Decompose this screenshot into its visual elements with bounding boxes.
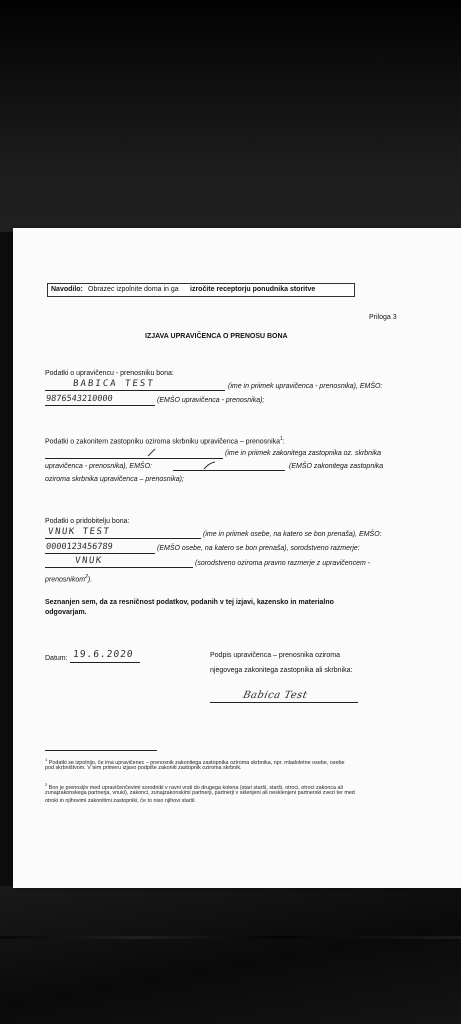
representative-heading-text: Podatki o zakonitem zastopniku oziroma skrbniku upravičenca – prenosnika [45,438,281,446]
representative-name-line [45,458,223,459]
recipient-emso-handwritten: 0000123456789 [45,542,114,552]
footnote-separator [45,750,157,751]
footnote-2-line1-text: Bon je prenosljiv med upravičenčevimi sorodniki v ravni vrsti do drugega kolena (stari starši, starši, otroci, otroci zakonca ali [48,784,343,791]
signature-line [210,702,358,703]
footnote-1-marker: 1 [45,757,48,762]
representative-name-dash-mark [147,448,157,457]
representative-line3: oziroma skrbnika upravičenca – prenosnika); [45,476,184,483]
representative-line2-b: (EMŠO zakonitega zastopnika [289,463,384,470]
footnote-2-line3: otroki in njihovimi zakonitimi zastopniki, če to niso njihovi starši. [45,798,196,804]
beneficiary-name-line [45,390,225,391]
beneficiary-emso-caption: (EMŠO upravičenca - prenosnika); [157,397,265,404]
beneficiary-emso-line [45,405,155,406]
document-title: IZJAVA UPRAVIČENCA O PRENOSU BONA [145,333,288,340]
recipient-relation-handwritten: VNUK [74,556,104,566]
footnote-1-line1-text: Podatki se izpolnijo, če ima upravičenec – prenosnik zakonitega zastopnika oziroma skrbnika, npr. mladoletne osebe, osebe [48,759,345,766]
beneficiary-name-caption: (ime in priimek upravičenca - prenosnika), EMŠO: [228,383,383,390]
recipient-relation-caption2 [45,573,92,584]
recipient-heading: Podatki o pridobitelju bona: [45,518,130,525]
recipient-relation-caption: (sorodstveno oziroma pravno razmerje z upravičencem - [195,560,371,567]
signature-caption-line2: njegovega zakonitega zastopnika ali skrbnika: [210,667,353,674]
statement-line2: odgovarjam. [45,609,87,616]
recipient-relation-end: ). [87,576,93,584]
recipient-name-line [45,538,201,539]
representative-emso-dash-mark [203,461,217,470]
recipient-relation-caption2-text: prenosnikom [45,576,86,584]
representative-emso-line [173,470,285,471]
beneficiary-heading: Podatki o upravičencu - prenosniku bona: [45,370,174,377]
representative-heading [45,435,285,446]
date-label: Datum: [45,655,68,662]
recipient-emso-line [45,553,155,554]
attachment-label: Priloga 3 [369,314,397,321]
representative-heading-end: : [282,438,285,446]
recipient-name-caption: (ime in priimek osebe, na katero se bon prenaša), EMŠO: [203,531,382,538]
beneficiary-name-handwritten: BABICA TEST [72,379,156,389]
recipient-emso-caption: (EMŠO osebe, na katero se bon prenaša), sorodstveno razmerje: [157,545,360,552]
instruction-label: Navodilo: [51,286,83,293]
instruction-box [47,283,355,297]
recipient-name-handwritten: VNUK TEST [47,527,111,537]
background-top [0,0,461,232]
instruction-text: Obrazec izpolnite doma in ga [88,286,179,293]
beneficiary-emso-handwritten: 9876543210000 [45,394,114,404]
date-line [70,662,140,663]
background-bottom [0,886,461,1024]
date-handwritten: 19.6.2020 [72,649,135,660]
signature-caption-line1: Podpis upravičenca – prenosnika oziroma [210,652,340,659]
recipient-relation-line [45,567,193,568]
footnote-2-marker: 2 [45,782,48,787]
footnote-ref-2: 2 [85,574,88,580]
footnote-1-line2: pod skrbništvom. V tem primeru izjavo podpiše zakoniti zastopnik oziroma skrbnik. [45,765,242,771]
document-sheet [13,228,461,888]
footnote-ref-1: 1 [280,436,283,442]
representative-line2-a: upravičenca - prenosnika), EMŠO: [45,463,152,470]
statement-line1: Seznanjen sem, da za resničnost podatkov, podanih v tej izjavi, kazensko in materialno [45,599,334,606]
signature-handwritten: Babica Test [241,690,309,701]
instruction-bold-text: izročite receptorju ponudnika storitve [190,286,316,293]
footnote-2-line2: zunajzakonskega partnerja, vnuki), zakonci, zunajzakonskimi partnerji, partnerji v sklenjeni ali nesklenjeni partnerski zvezi ter med [45,790,355,796]
representative-name-caption: (ime in priimek zakonitega zastopnika oz. skrbnika [225,450,382,457]
